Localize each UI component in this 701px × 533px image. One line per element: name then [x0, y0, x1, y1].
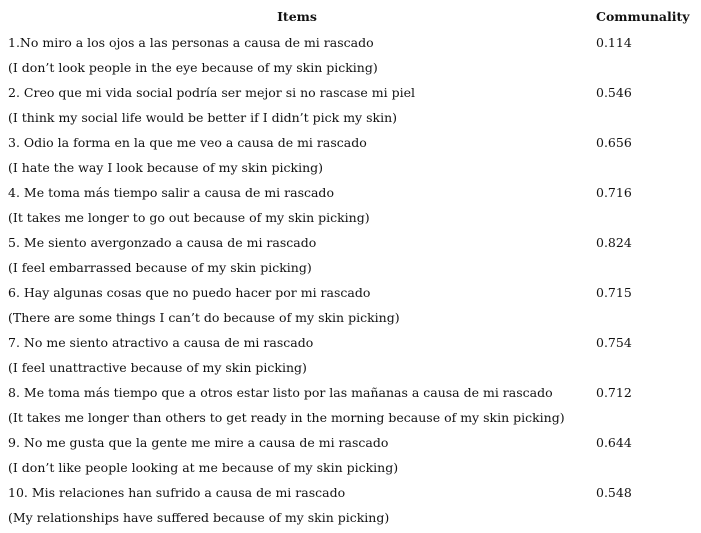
communality-value: 0.656 — [596, 135, 632, 150]
item-spanish-text: 10. Mis relaciones han sufrido a causa de mi rascado — [8, 485, 346, 500]
communality-value: 0.548 — [596, 485, 632, 500]
communality-value: 0.716 — [596, 185, 632, 200]
item-english-text: (I don’t like people looking at me because of my skin picking) — [8, 460, 399, 475]
table-body — [0, 33, 701, 533]
item-english-text: (My relationships have suffered because of my skin picking) — [8, 510, 390, 525]
table-row — [0, 283, 701, 333]
communality-column-header: Communality — [596, 9, 690, 24]
item-spanish-text: 8. Me toma más tiempo que a otros estar listo por las mañanas a causa de mi rascado — [8, 385, 553, 400]
table-row — [0, 183, 701, 233]
communality-value: 0.644 — [596, 435, 632, 450]
communality-value: 0.754 — [596, 335, 632, 350]
item-spanish-text: 7. No me siento atractivo a causa de mi rascado — [8, 335, 314, 350]
item-spanish-text: 3. Odio la forma en la que me veo a causa de mi rascado — [8, 135, 367, 150]
item-spanish-text: 9. No me gusta que la gente me mire a causa de mi rascado — [8, 435, 389, 450]
table-row — [0, 483, 701, 533]
item-spanish-text: 5. Me siento avergonzado a causa de mi rascado — [8, 235, 317, 250]
items-column-header: Items — [277, 9, 317, 24]
communality-value: 0.114 — [596, 35, 632, 50]
communality-value: 0.546 — [596, 85, 632, 100]
table-row — [0, 233, 701, 283]
table-row — [0, 333, 701, 383]
communality-value: 0.712 — [596, 385, 632, 400]
communality-value: 0.715 — [596, 285, 632, 300]
table-row — [0, 83, 701, 133]
item-english-text: (It takes me longer to go out because of my skin picking) — [8, 210, 370, 225]
table-row — [0, 433, 701, 483]
item-english-text: (I think my social life would be better if I didn’t pick my skin) — [8, 110, 397, 125]
table-header — [0, 0, 701, 33]
item-english-text: (There are some things I can’t do because of my skin picking) — [8, 310, 400, 325]
item-english-text: (It takes me longer than others to get ready in the morning because of my skin picking) — [8, 410, 565, 425]
item-spanish-text: 2. Creo que mi vida social podría ser mejor si no rascase mi piel — [8, 85, 415, 100]
item-english-text: (I feel unattractive because of my skin picking) — [8, 360, 307, 375]
table-row — [0, 33, 701, 83]
item-english-text: (I don’t look people in the eye because of my skin picking) — [8, 60, 378, 75]
item-english-text: (I feel embarrassed because of my skin picking) — [8, 260, 312, 275]
item-spanish-text: 6. Hay algunas cosas que no puedo hacer por mi rascado — [8, 285, 371, 300]
communality-value: 0.824 — [596, 235, 632, 250]
item-spanish-text: 4. Me toma más tiempo salir a causa de mi rascado — [8, 185, 334, 200]
item-english-text: (I hate the way I look because of my skin picking) — [8, 160, 324, 175]
item-spanish-text: 1.No miro a los ojos a las personas a causa de mi rascado — [8, 35, 374, 50]
table-row — [0, 133, 701, 183]
table-row — [0, 383, 701, 433]
